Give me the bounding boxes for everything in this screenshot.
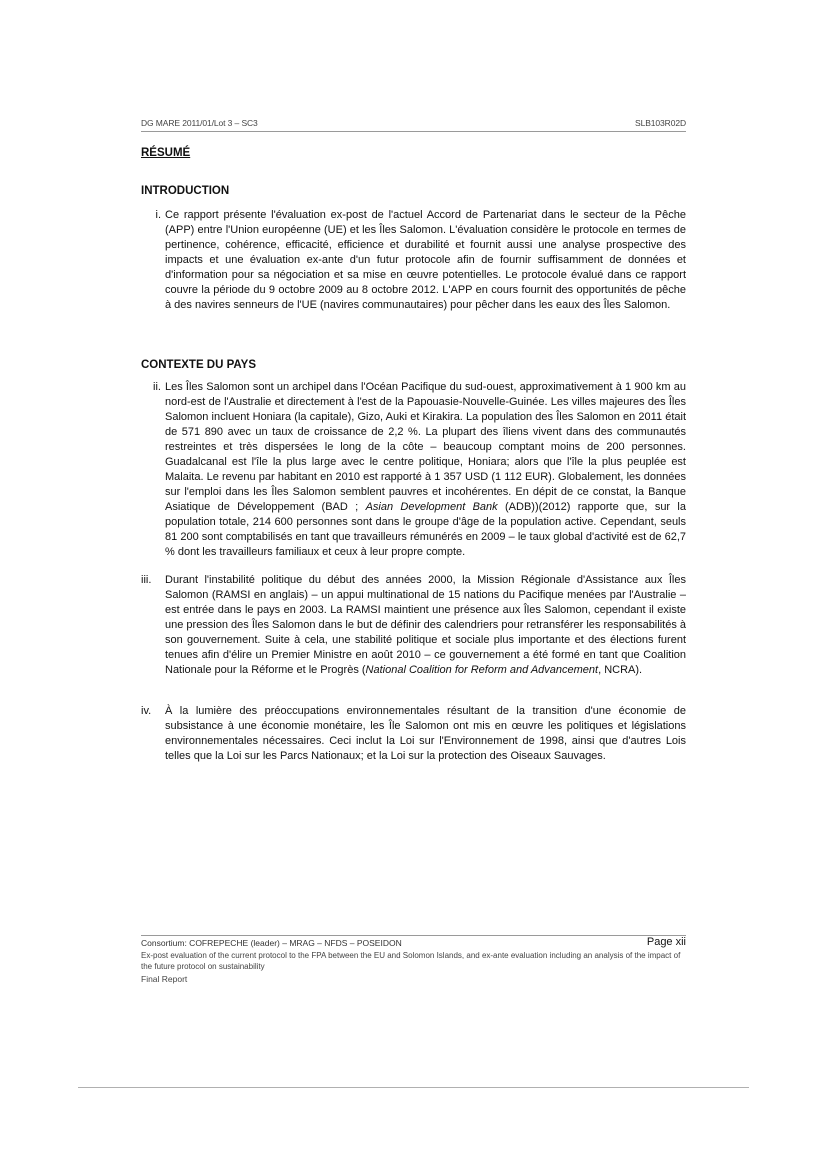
header-document-code: SLB103R02D xyxy=(635,118,686,128)
paragraph-number: iii. xyxy=(141,574,152,586)
footer-consortium: Consortium: COFREPECHE (leader) – MRAG – NFDS – POSEIDON xyxy=(141,938,402,948)
paragraph-number: ii. xyxy=(153,381,161,393)
paragraph-text: À la lumière des préoccupations environnementales résultant de la transition d'une économie de subsistance à une économie monétaire, les Île Salomon ont mis en œuvre les politiques et législations environnementales nécessaires. Ceci inclut la Loi sur l'Environnement de 1998, ainsi que d'autres Lois telles que la Loi sur les Parcs Nationaux; et la Loi sur la protection des Oiseaux Sauvages. xyxy=(165,705,686,762)
paragraph-text-italic: National Coalition for Reform and Advancement xyxy=(365,664,599,676)
paragraph-ii xyxy=(153,380,686,560)
paragraph-text: Ce rapport présente l'évaluation ex-post de l'actuel Accord de Partenariat dans le secteur de la Pêche (APP) entre l'Union européenne (UE) et les Îles Salomon. L'évaluation considère le protocole en termes de pertinence, cohérence, efficacité, efficience et durabilité et fournit aussi une analyse prospective des impacts et une évaluation ex-ante d'un futur protocole afin de fournir suffisamment de données et d'information pour sa négociation et sa mise en œuvre potentielles. Le protocole évalué dans ce rapport couvre la période du 9 octobre 2009 au 8 octobre 2012. L'APP en cours fournit des opportunités de pêche à des navires senneurs de l'UE (navires communautaires) pour pêcher dans les eaux des Îles Salomon. xyxy=(165,209,686,311)
page-title: RÉSUMÉ xyxy=(141,147,191,159)
header-reference: DG MARE 2011/01/Lot 3 – SC3 xyxy=(141,118,258,128)
paragraph-text-a: Les Îles Salomon sont un archipel dans l'Océan Pacifique du sud-ouest, approximativement à 1 900 km au nord-est de l'Australie et directement à l'est de la Papouasie-Nouvelle-Guinée. Les villes majeures des Îles Salomon incluent Honiara (la capitale), Gizo, Auki et Kirakira. La population des Îles Salomon en 2011 était de 571 890 avec un taux de croissance de 2,2 %. La plupart des îliens vivent dans des communautés restreintes et très dispersées le long de la côte – beaucoup comptant moins de 200 personnes. Guadalcanal est l'île la plus large avec le centre politique, Honiara; alors que l'île la plus peuplée est Malaita. Le revenu par habitant en 2010 est rapporté à 1 357 USD (1 112 EUR). Globalement, les données sur l'emploi dans les Îles Salomon semblent pauvres et incohérentes. En dépit de ce constat, la Banque Asiatique de Développement (BAD ; xyxy=(165,381,686,513)
footer-report-type: Final Report xyxy=(141,974,188,984)
section-heading-context: CONTEXTE DU PAYS xyxy=(141,359,257,371)
footer-divider xyxy=(141,935,686,936)
page-number: Page xii xyxy=(646,936,686,948)
section-heading-introduction: INTRODUCTION xyxy=(141,185,230,197)
header-divider xyxy=(141,131,686,132)
paragraph-number: iv. xyxy=(141,705,152,717)
paragraph-iv xyxy=(141,704,686,764)
page-bottom-divider xyxy=(78,1087,749,1088)
paragraph-text-italic: Asian Development Bank xyxy=(365,501,498,513)
paragraph-text-c: , NCRA). xyxy=(598,664,643,676)
paragraph-text-a: Durant l'instabilité politique du début des années 2000, la Mission Régionale d'Assistance aux Îles Salomon (RAMSI en anglais) – un appui multinational de 15 nations du Pacifique menées par l'Australie – est entrée dans le pays en 2003. La RAMSI maintient une présence aux Îles Salomon, cependant il existe une pression des Îles Salomon dans le but de définir des calendriers pour retransférer les responsabilités à son gouvernement. Suite à cela, une stabilité politique et sociale plus importante et des élections furent tenues afin d'élire un Premier Ministre en août 2010 – ce gouvernement a été formé en tant que Coalition Nationale pour la Réforme et le Progrès ( xyxy=(165,574,686,676)
footer-description: Ex-post evaluation of the current protocol to the FPA between the EU and Solomon Islands, and ex-ante evaluation including an analysis of the impact of the future protocol on sustainability xyxy=(141,951,681,971)
paragraph-number: i. xyxy=(155,209,161,221)
paragraph-text-c: (ADB))(2012) rapporte que, sur la population totale, 214 600 personnes sont dans le groupe d'âge de la population active. Cependant, seuls 81 200 sont comptabilisés en tant que travailleurs rémunérés en 2009 – le taux global d'activité est de 62,7 % dont les travailleurs familiaux et ceux à leur propre compte. xyxy=(165,501,686,558)
paragraph-i xyxy=(155,208,686,313)
paragraph-iii xyxy=(141,573,686,678)
